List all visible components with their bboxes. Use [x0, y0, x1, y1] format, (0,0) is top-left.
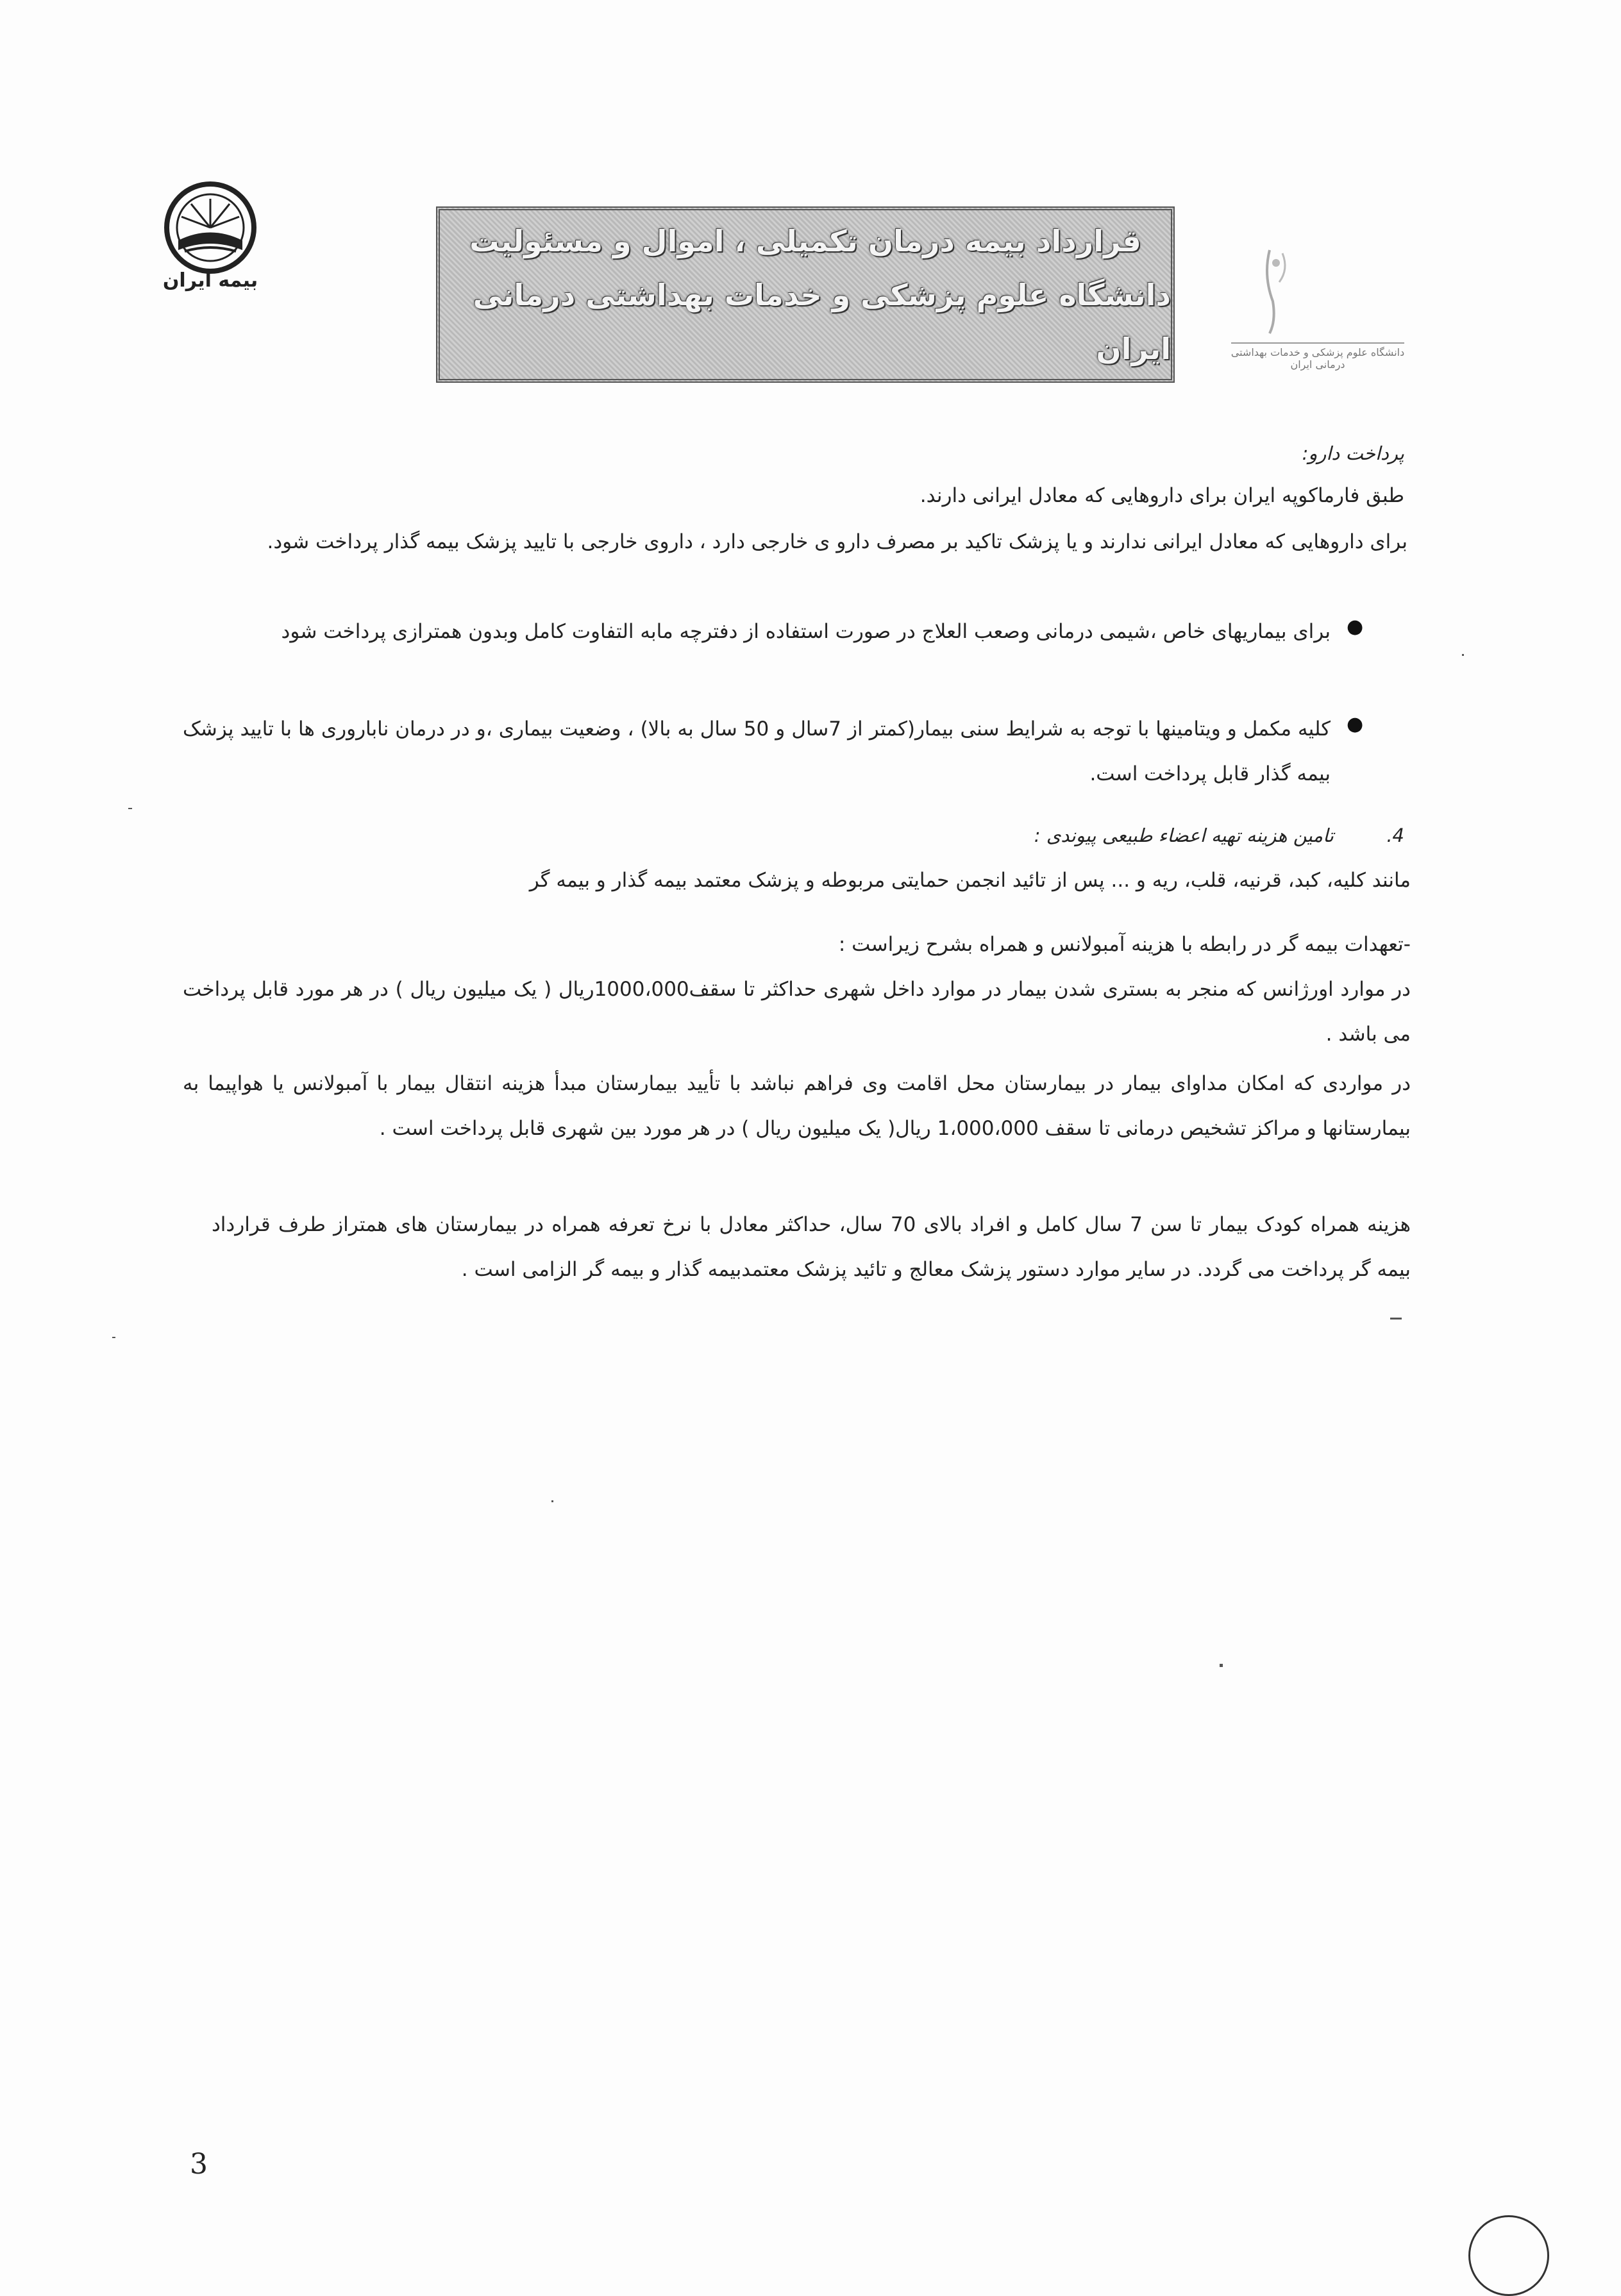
stamp-emblem-icon — [1225, 237, 1411, 346]
scan-speck — [551, 1500, 553, 1502]
ambulance-paragraph-1: در موارد اورژانس که منجر به بستری شدن بیمار در موارد داخل شهری حداکثر تا سقف1000،000ریال ( یک میلیون ریال ) در هر مورد قابل پرداخت می باشد . — [183, 978, 1411, 1046]
insurance-logo — [153, 180, 268, 308]
ambulance-intro: -تعهدات بیمه گر در رابطه با هزینه آمبولانس و همراه بشرح زیراست : — [838, 933, 1411, 956]
drug-line-1: طبق فارماکوپه ایران برای داروهایی که معادل ایرانی دارند. — [920, 484, 1404, 507]
organ-paragraph: مانند کلیه، کبد، قرنیه، قلب، ریه و ... پس از تائید انجمن حمایتی مربوطه و پزشک معتمد بیمه گذار و بیمه گر — [529, 869, 1411, 892]
bullet-marker-2: ● — [1347, 713, 1364, 735]
organ-section-number: 4. — [1386, 825, 1404, 846]
logo-text: بیمه ایران — [162, 269, 258, 292]
scan-speck — [128, 808, 132, 809]
organ-section-heading: تامین هزینه تهیه اعضاء طبیعی پیوندی : — [1034, 825, 1334, 846]
drug-bullet-2: کلیه مکمل و ویتامینها با توجه به شرایط سنی بیمار(کمتر از 7سال و 50 سال به بالا) ، وضعیت بیماری ،و در درمان ناباروری ها با تایید پزشک بیمه گذار قابل پرداخت است. — [183, 717, 1331, 785]
logo-emblem-icon — [153, 180, 268, 276]
title-line-1: قرارداد بیمه درمان تکمیلی ، اموال و مسئولیت — [469, 223, 1141, 258]
scan-speck — [1220, 1664, 1223, 1667]
title-line-2: دانشگاه علوم پزشکی و خدمات بهداشتی درمانی ایران — [473, 277, 1171, 366]
drug-bullet-1: برای بیماریهای خاص ،شیمی درمانی وصعب العلاج در صورت استفاده از دفترچه مابه التفاوت کامل وبدون همترازی پرداخت شود — [281, 620, 1331, 643]
corner-stamp-mark — [1468, 2215, 1549, 2296]
ambulance-paragraph-2: در مواردی که امکان مداوای بیمار در بیمارستان محل اقامت وی فراهم نباشد با تأیید بیمارستان مبدأ هزینه انتقال بیمار با آمبولانس یا هواپیما به بیمارستانها و مراکز تشخیص درمانی تا سقف 1،000،000 ریال( یک میلیون ریال ) در هر مورد بین شهری قابل پرداخت است . — [183, 1072, 1411, 1140]
stamp-caption: دانشگاه علوم پزشکی و خدمات بهداشتی درمانی ایران — [1230, 346, 1405, 371]
page-number: 3 — [190, 2148, 208, 2181]
scan-speck — [1462, 654, 1464, 656]
bullet-marker-1: ● — [1347, 616, 1364, 638]
scan-speck — [112, 1337, 115, 1338]
contract-title-box — [436, 206, 1175, 383]
drug-paragraph: برای داروهایی که معادل ایرانی ندارند و یا پزشک تاکید بر مصرف دارو ی خارجی دارد ، داروی خارجی با تایید پزشک بیمه گذار پرداخت شود. — [267, 530, 1407, 553]
ambulance-paragraph-3: هزینه همراه کودک بیمار تا سن 7 سال کامل و افراد بالای 70 سال، حداکثر معادل با نرخ تعرفه همراه در بیمارستان های همتراز طرف قرارداد بیمه گر پرداخت می گردد. در سایر موارد دستور پزشک معالج و تائید پزشک معتمدبیمه گذار و بیمه گر الزامی است . — [212, 1213, 1411, 1281]
scan-speck — [1390, 1318, 1402, 1320]
drug-payment-heading: پرداخت دارو: — [1302, 442, 1404, 464]
university-stamp — [1225, 237, 1411, 378]
